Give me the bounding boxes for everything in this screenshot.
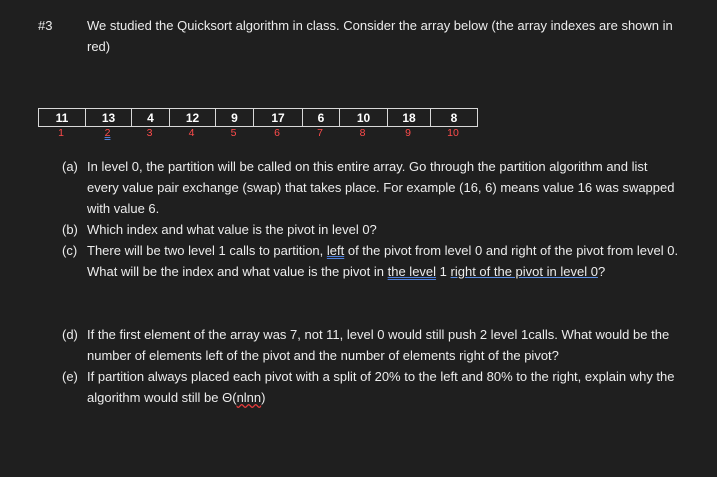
question-d-label: (d) [62,327,78,342]
question-c-part3: 1 [436,264,451,279]
question-c-right-of: right of the pivot in level 0 [450,264,598,279]
question-e-text [87,366,682,408]
array-cell: 12 [170,109,216,127]
array-cell: 11 [39,109,86,127]
question-number: #3 [38,18,53,33]
question-c [62,240,682,282]
question-b-text: Which index and what value is the pivot in level 0? [87,222,377,237]
question-c-part2: of the pivot from level 0 and right of the pivot from level 0. What will be the index and what value is the pivot in [87,243,679,279]
array-index: 8 [359,127,366,139]
question-b-label: (b) [62,222,78,237]
question-c-text [87,240,682,282]
array-cell: 4 [132,109,170,127]
question-a-text: In level 0, the partition will be called on this entire array. Go through the partition algorithm and list every value pair exchange (swap) that takes place. For example (16, 6) means value 16 was swapped with value 6. [87,159,675,216]
array-index: 5 [230,127,237,139]
question-e-before: If partition always placed each pivot with a split of 20% to the left and 80% to the right, explain why the algorithm would still be Θ( [87,369,675,405]
array-cell: 6 [303,109,340,127]
array-index: 2 [104,127,111,139]
question-d-text: If the first element of the array was 7, not 11, level 0 would still push 2 level 1calls. What would be the number of elements left of the pivot and the number of elements right of the pivot? [87,327,670,363]
question-c-label: (c) [62,243,78,258]
question-e [62,366,682,408]
question-a [62,156,682,219]
array-cell: 13 [86,109,132,127]
question-c-part1: There will be two level 1 calls to partition, [87,243,327,258]
question-c-the-level: the level [387,264,437,279]
array-index: 10 [447,127,459,139]
question-e-label: (e) [62,369,78,384]
array-index: 6 [274,127,280,139]
array-cell: 10 [340,109,388,127]
array-index: 7 [317,127,323,139]
array-index: 1 [58,127,64,139]
array-cell: 8 [431,109,478,127]
array-cell: 17 [254,109,303,127]
question-e-nlgn: nlnn [236,390,262,405]
array-table [38,108,478,127]
array-cell: 9 [216,109,254,127]
array-index: 3 [146,127,153,139]
question-e-after: ) [261,390,266,405]
question-a-label: (a) [62,159,78,174]
intro-text: We studied the Quicksort algorithm in class. Consider the array below (the array indexes are shown in red) [87,18,673,54]
question-d [62,324,682,366]
array-index: 4 [188,127,195,139]
question-b [62,219,682,240]
array-cell: 18 [388,109,431,127]
question-c-left: left [326,243,345,258]
question-c-end: ? [597,264,606,279]
array-index: 9 [405,127,411,139]
